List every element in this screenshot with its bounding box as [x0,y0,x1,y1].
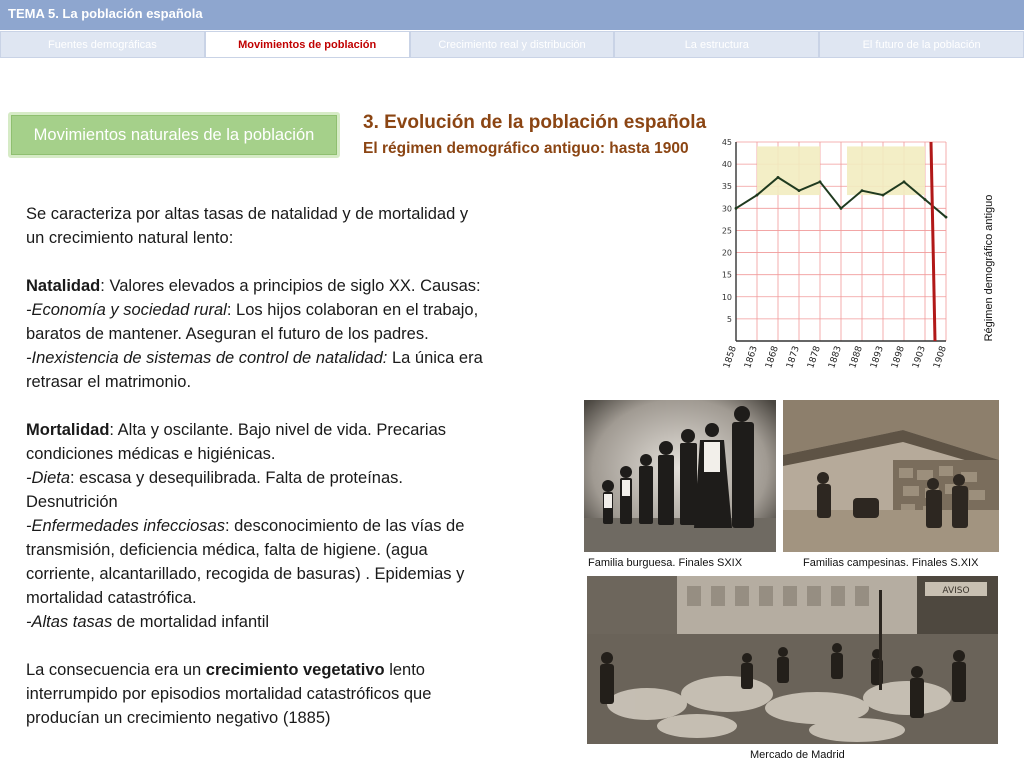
natalidad-line [26,274,566,298]
dieta-line-2: Desnutrición [26,493,118,511]
dieta-label: -Dieta [26,469,71,487]
familias-campesinas-photo [783,400,999,552]
demographic-chart-svg [706,136,952,390]
movimientos-naturales-label: Movimientos naturales de la población [33,125,315,144]
familia-burguesa-caption: Familia burguesa. Finales SXIX [588,557,743,569]
body-text [26,202,566,730]
altas-text: de mortalidad infantil [112,613,270,631]
x-tick-label: 1858 [722,344,739,370]
familias-campesinas-image [783,400,999,552]
nav-tabs [0,31,1024,58]
economia-line-2: baratos de mantener. Aseguran el futuro de los padres. [26,325,429,343]
series-point [903,180,906,183]
x-tick-label: 1908 [932,344,949,370]
economia-label: -Economía y sociedad rural [26,301,227,319]
natalidad-text: : Valores elevados a principios de siglo XX. Causas: [100,277,481,295]
header-bar [0,0,1024,30]
natalidad-label: Natalidad [26,277,101,295]
x-tick-label: 1893 [869,344,886,370]
economia-text: : Los hijos colaboran en el trabajo, [226,301,479,319]
mercado-madrid-caption: Mercado de Madrid [750,749,845,761]
x-tick-label: 1883 [827,344,844,370]
tab-el-futuro[interactable]: El futuro de la población [819,31,1024,58]
conclusion-line-3: producían un crecimiento negativo (1885) [26,709,331,727]
mercado-madrid-image [587,576,998,744]
y-tick-label: 10 [721,292,732,302]
shop-sign-text: AVISO [942,586,970,596]
series-point [924,198,927,201]
altas-label: -Altas tasas [26,613,113,631]
demographic-chart [706,136,952,390]
y-tick-label: 45 [721,138,732,147]
intro-line-2: un crecimiento natural lento: [26,229,234,247]
series-point [945,216,948,219]
chart-vertical-label [979,182,999,357]
slide-title: 3. Evolución de la población española [363,112,707,133]
conclusion-line-1 [26,658,566,682]
enfermedades-text: : desconocimiento de las vías de [225,517,465,535]
mortalidad-label: Mortalidad [26,421,110,439]
series-point [756,194,759,197]
x-tick-label: 1903 [911,344,928,370]
tab-movimientos-de-poblacion[interactable]: Movimientos de población [205,31,410,58]
inexistencia-label: -Inexistencia de sistemas de control de natalidad: [26,349,388,367]
x-tick-label: 1898 [890,344,907,370]
altas-line [26,610,566,634]
y-tick-label: 30 [721,204,732,214]
intro-line-1: Se caracteriza por altas tasas de natalidad y de mortalidad y [26,205,469,223]
mortalidad-text: : Alta y oscilante. Bajo nivel de vida. Precarias [109,421,447,439]
series-point [861,189,864,192]
dieta-line [26,466,566,490]
x-tick-label: 1873 [785,344,802,370]
movimientos-naturales-button[interactable] [8,112,340,158]
header-title: TEMA 5. La población española [8,6,203,21]
familia-burguesa-photo [584,400,776,552]
series-point [819,180,822,183]
tab-la-estructura[interactable]: La estructura [614,31,819,58]
series-point [777,176,780,179]
chart-vertical-label-text: Régimen demográfico antiguo [983,194,995,342]
y-tick-label: 40 [721,160,732,170]
tab-crecimiento-real[interactable]: Crecimiento real y distribución [410,31,615,58]
conclusion-line-2: interrumpido por episodios mortalidad catastróficos que [26,685,432,703]
x-tick-label: 1878 [806,344,823,370]
conclusion-bold: crecimiento vegetativo [205,661,385,679]
familia-burguesa-image [584,400,776,552]
chart-y-ticks [722,138,732,324]
enfermedades-label: -Enfermedades infecciosas [26,517,226,535]
enfermedades-line-3: corriente, alcantarillado, recogida de basuras) . Epidemias y [26,565,465,583]
enfermedades-line-2: transmisión, deficiencia médica, falta de higiene. (agua [26,541,428,559]
mortalidad-line [26,418,566,442]
y-tick-label: 35 [721,182,732,192]
inexistencia-line-2: retrasar el matrimonio. [26,373,192,391]
series-point [798,189,801,192]
series-point [840,207,843,210]
x-tick-label: 1868 [764,344,781,370]
x-tick-label: 1888 [848,344,865,370]
conclusion-text-a: La consecuencia era un [26,661,206,679]
tab-fuentes-demograficas[interactable]: Fuentes demográficas [0,31,205,58]
y-tick-label: 15 [721,270,732,280]
x-tick-label: 1863 [743,344,760,370]
slide-subtitle: El régimen demográfico antiguo: hasta 1900 [363,140,689,157]
y-tick-label: 20 [721,248,732,258]
conclusion-text-c: lento [384,661,425,679]
y-tick-label: 25 [721,226,732,236]
dieta-text: : escasa y desequilibrada. Falta de proteínas. [70,469,403,487]
series-point [735,207,738,210]
economia-line [26,298,566,322]
enfermedades-line-4: mortalidad catastrófica. [26,589,197,607]
series-point [882,194,885,197]
mercado-madrid-photo [587,576,998,744]
inexistencia-line [26,346,566,370]
enfermedades-line [26,514,566,538]
familias-campesinas-caption: Familias campesinas. Finales S.XIX [803,557,979,569]
natality-band [847,146,925,195]
inexistencia-text: La única era [387,349,483,367]
mortalidad-line-2: condiciones médicas e higiénicas. [26,445,276,463]
y-tick-label: 5 [726,314,732,324]
